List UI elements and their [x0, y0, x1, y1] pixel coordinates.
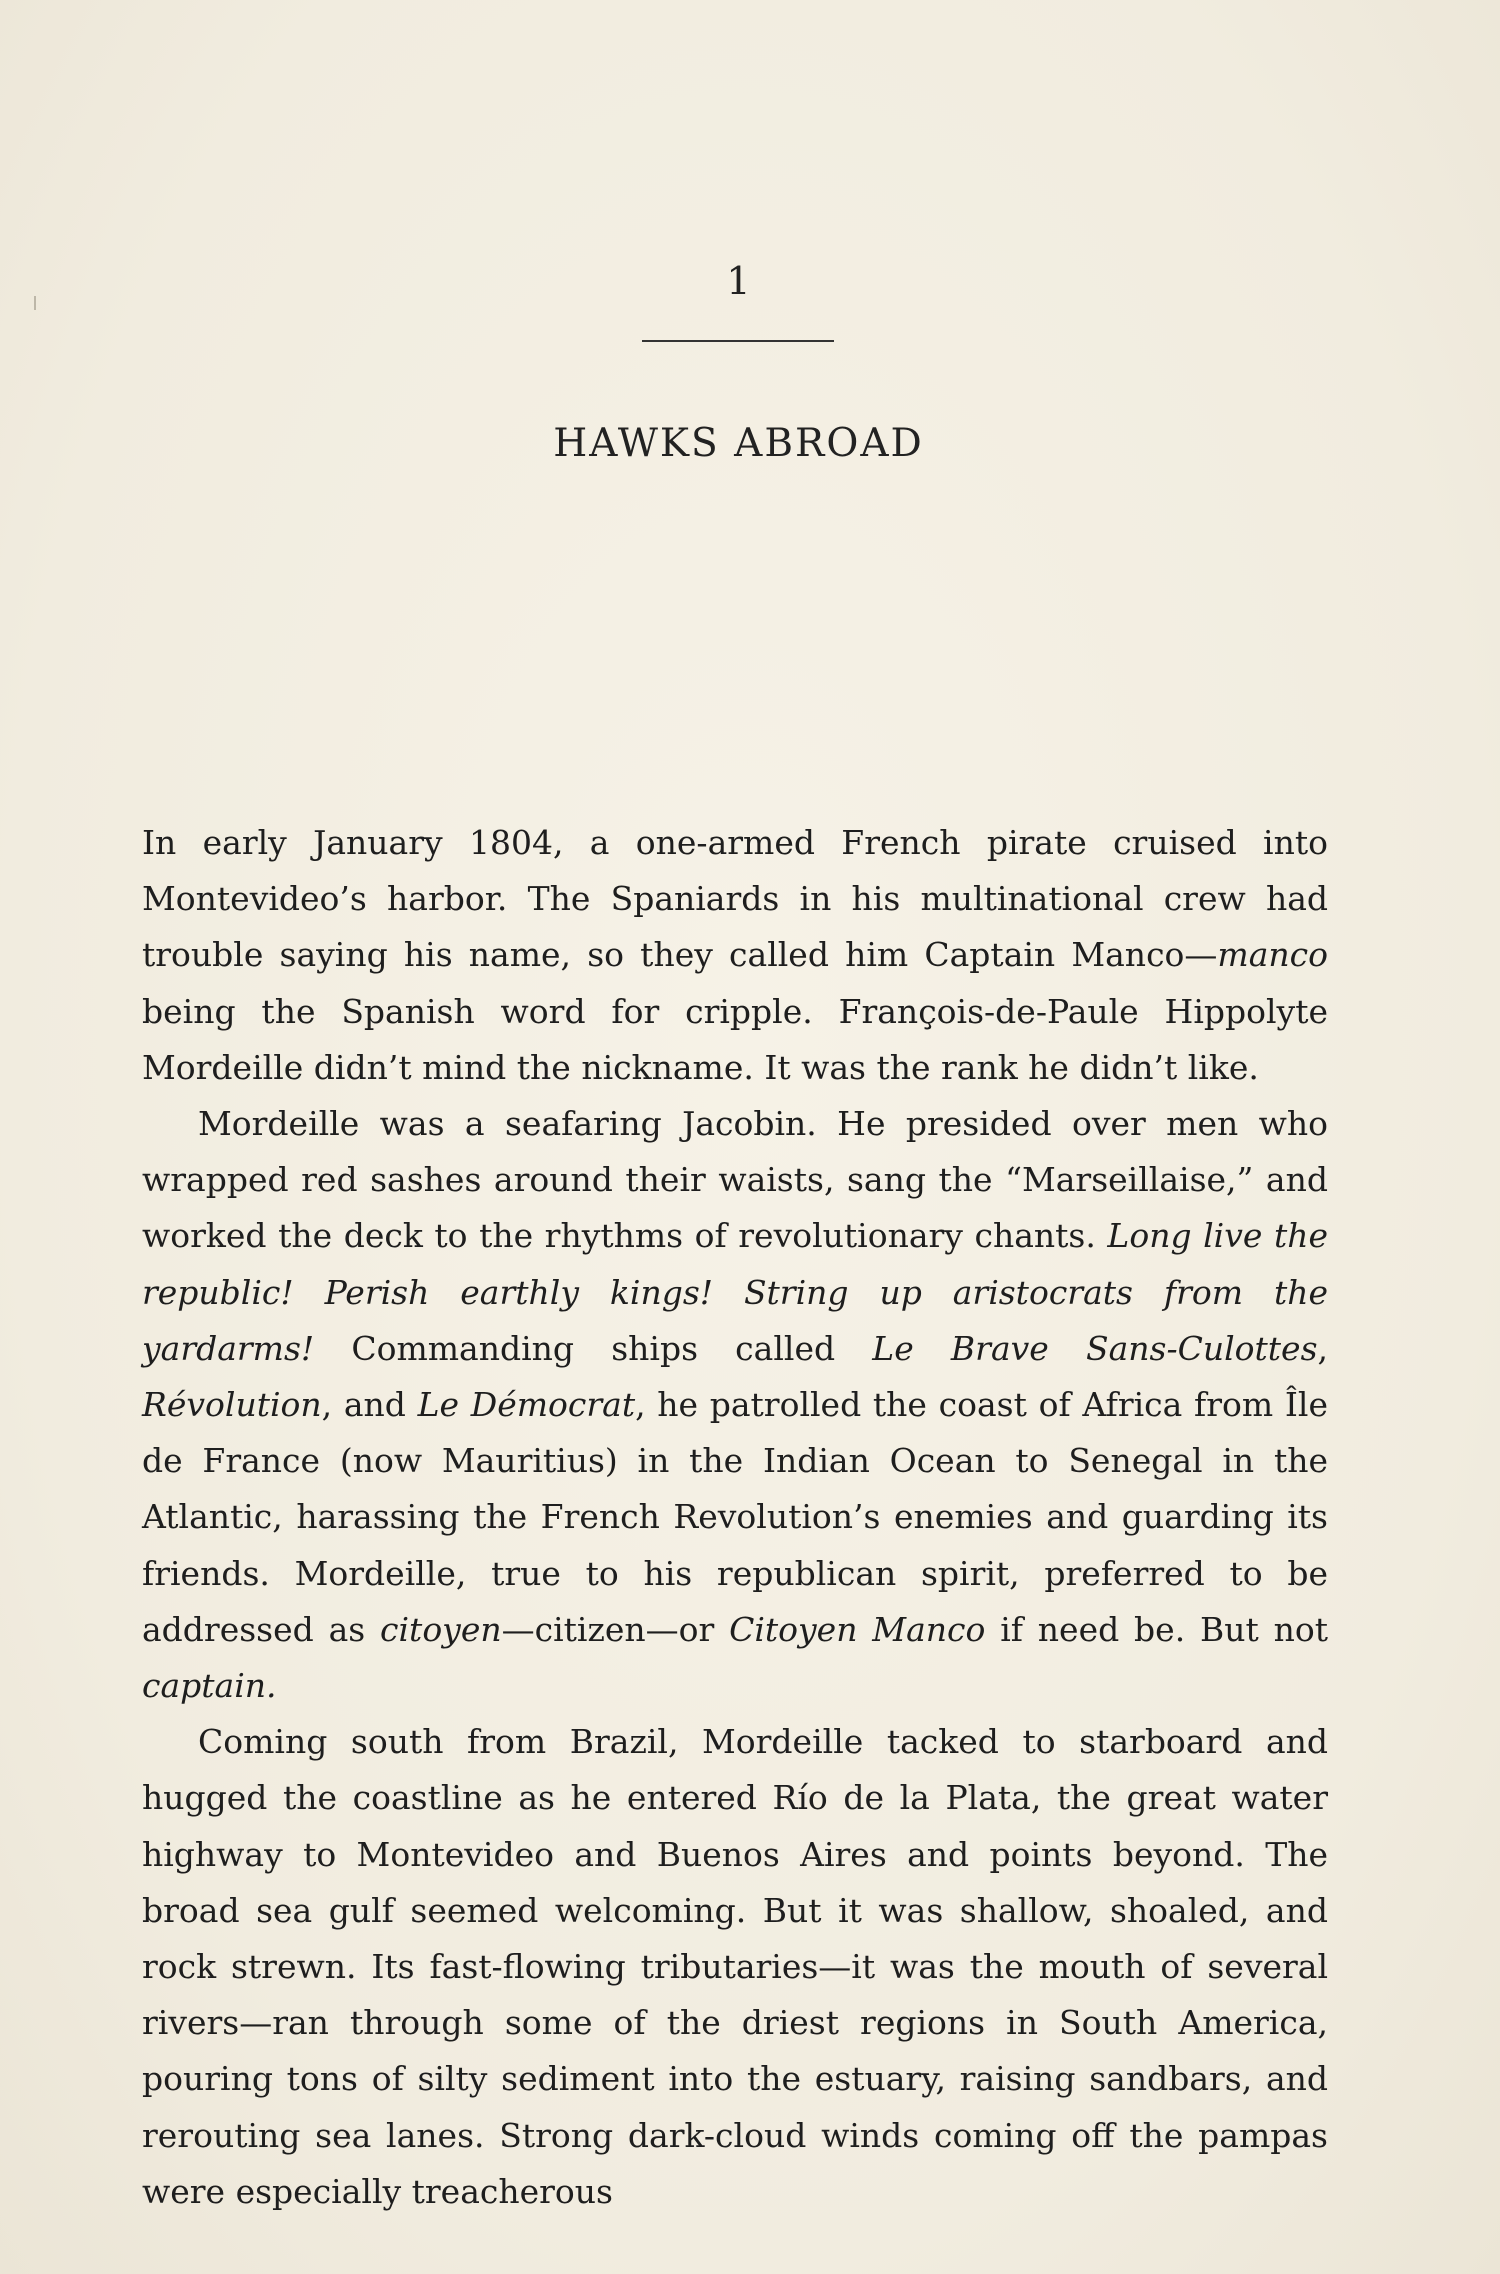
italic-run: Le Brave Sans-Culottes: [872, 1328, 1318, 1368]
text-run: if need be. But not: [985, 1609, 1329, 1649]
chapter-title: HAWKS ABROAD: [553, 421, 924, 466]
text-run: , he patrolled the coast of Africa from Île de France (now Mauritius) in the Indian Ocean to Senegal in the Atlantic, harassing the French Revolution’s enemies and guarding its friends. Mordeille, true to his republican spirit, preferred to be addressed as: [142, 1385, 1328, 1649]
chapter-number: 1: [726, 259, 751, 303]
text-run: In early January 1804, a one-armed French pirate cruised into Montevideo’s harbor. The Spaniards in his multinational crew had trouble saying his name, so they called him Captain Manco—: [142, 823, 1328, 975]
italic-run: Le Démocrat: [417, 1385, 636, 1425]
italic-run: Révolution: [142, 1385, 322, 1425]
text-run: Coming south from Brazil, Mordeille tacked to starboard and hugged the coastline as he entered Río de la Plata, the great water highway to Montevideo and Buenos Aires and points beyond. The broad sea gulf seemed welcoming. But it was shallow, shoaled, and rock strewn. Its fast-flowing tributaries—it was the mouth of several rivers—ran through some of the driest regions in South America, pouring tons of silty sediment into the estuary, raising sandbars, and rerouting sea lanes. Strong dark-cloud winds coming off the pampas were especially treacherous: [142, 1722, 1328, 2211]
italic-run: manco: [1217, 935, 1328, 975]
text-run: Commanding ships called: [314, 1328, 873, 1368]
chapter-rule: [642, 340, 834, 342]
text-run: Mordeille was a seafaring Jacobin. He presided over men who wrapped red sashes around their waists, sang the “Marseillaise,” and worked the deck to the rhythms of revolutionary chants.: [142, 1104, 1328, 1256]
text-run: being the Spanish word for cripple. François-de-Paule Hippolyte Mordeille didn’t mind the nickname. It was the rank he didn’t like.: [142, 991, 1328, 1087]
italic-run: citoyen: [380, 1609, 502, 1649]
italic-run: captain.: [142, 1666, 277, 1706]
italic-run: Citoyen Manco: [729, 1609, 986, 1649]
body-text: [142, 815, 1328, 2220]
paragraph: [142, 815, 1328, 1096]
paragraph: [142, 1096, 1328, 1714]
text-run: ,: [1317, 1328, 1329, 1368]
text-run: —citizen—or: [501, 1609, 730, 1649]
text-run: , and: [321, 1385, 418, 1425]
paragraph: [142, 1714, 1328, 2220]
italic-run: Long live the republic! Perish earthly kings! String up aristocrats from the yardarms!: [142, 1216, 1329, 1368]
